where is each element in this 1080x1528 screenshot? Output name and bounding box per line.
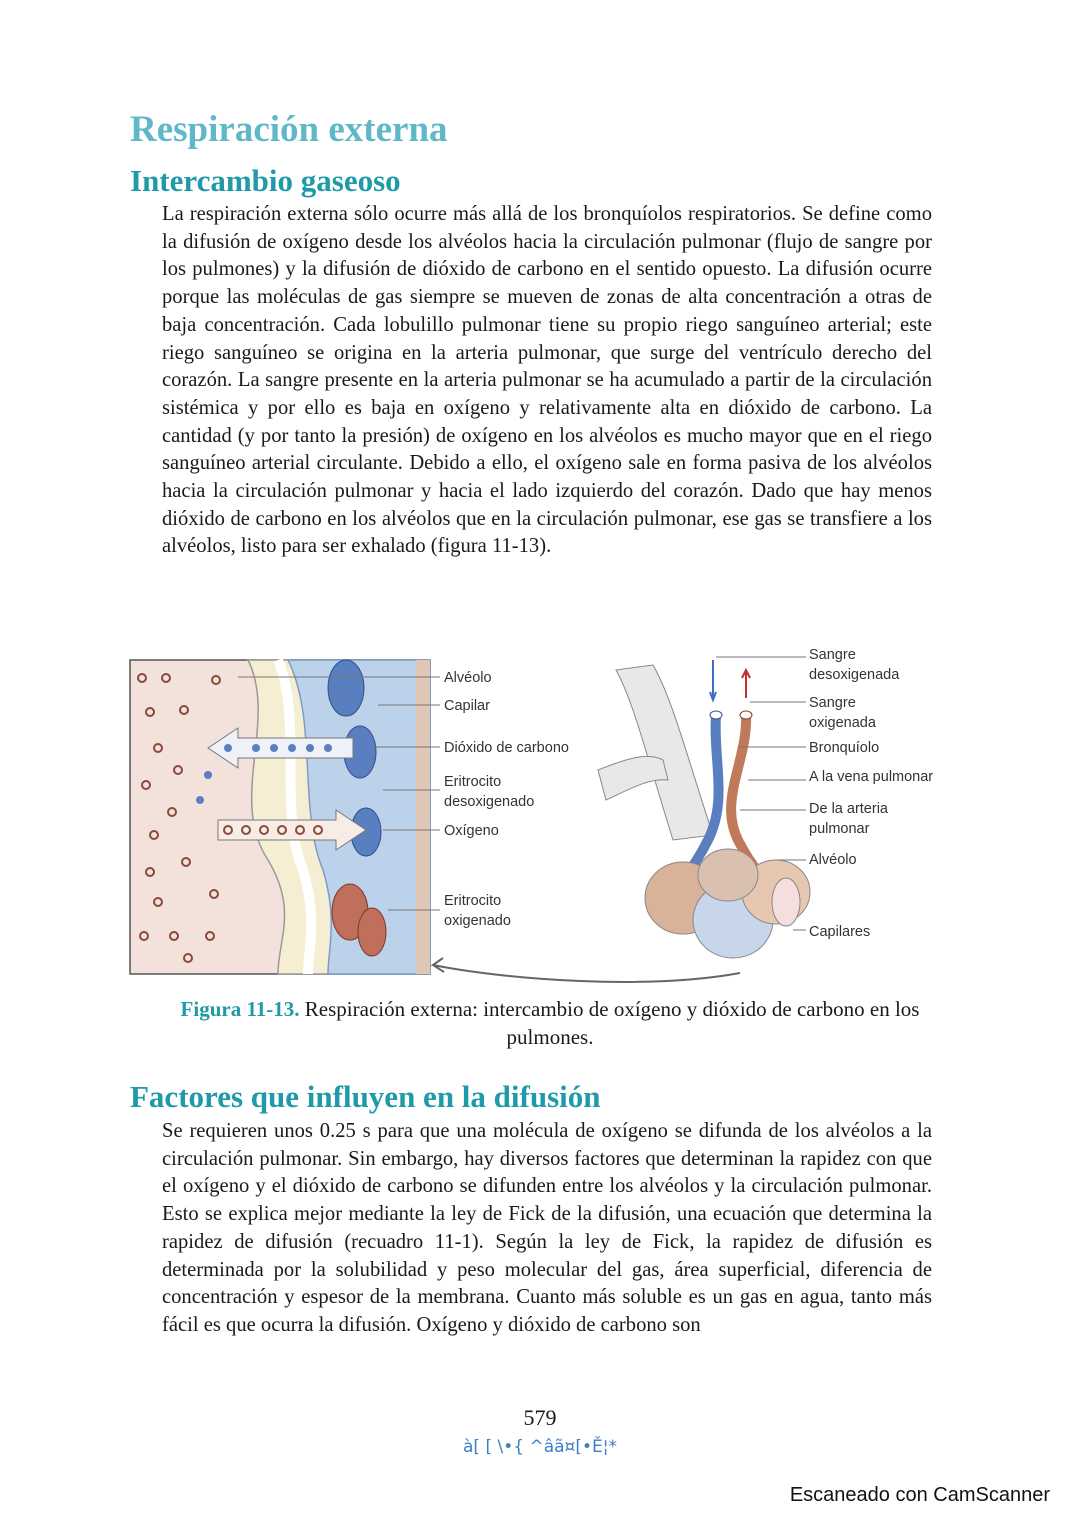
- label-capilares: Capilares: [809, 924, 871, 940]
- label-alveolo: Alvéolo: [444, 670, 492, 686]
- section-heading-factores: Factores que influyen en la difusión: [130, 1079, 601, 1114]
- figure-caption: [150, 995, 950, 1051]
- label-oxigeno: Oxígeno: [444, 823, 499, 839]
- section-heading-intercambio: Intercambio gaseoso: [130, 163, 401, 198]
- figure-11-13: [128, 640, 958, 985]
- label-sangre-desox-1: Sangre: [809, 647, 856, 663]
- label-capilar: Capilar: [444, 698, 490, 714]
- label-arteria-2: pulmonar: [809, 821, 870, 837]
- section-paragraph-intercambio: La respiración externa sólo ocurre más allá de los bronquíolos respiratorios. Se define como la difusión de oxígeno desde los alvéolos hacia la circulación pulmonar (flujo de sangre por los pulmones) y la difusión de dióxido de carbono en el sentido opuesto. La difusión ocurre porque las moléculas de gas siempre se mueven de zonas de alta concentración a otras de baja concentración. Cada lobulillo pulmonar tiene su propio riego sanguíneo arterial; este riego sanguíneo se origina en la arteria pulmonar, que surge del ventrículo derecho del corazón. La sangre presente en la arteria pulmonar se ha acumulado a partir de la circulación sistémica y por ello es baja en oxígeno y relativamente alta en dióxido de carbono. La cantidad (y por tanto la presión) de oxígeno en los alvéolos es mucho mayor que en el riego sanguíneo arterial circulante. Debido a ello, el oxígeno sale en forma pasiva de los alvéolos hacia la circulación pulmonar y hacia el lado izquierdo del corazón. Dado que hay menos dióxido de carbono en los alvéolos que en la circulación pulmonar, ese gas se transfiere a los alvéolos, listo para ser exhalado (figura 11-13).: [162, 203, 932, 558]
- watermark-text: à[ [ \•{ ^âã¤[•Ě¦*: [463, 1437, 617, 1457]
- label-eritrocito-ox-1: Eritrocito: [444, 893, 502, 909]
- label-sangre-ox-2: oxigenada: [809, 715, 876, 731]
- alveolus-capillary-panel: [130, 660, 430, 974]
- scanner-watermark: Escaneado con CamScanner: [789, 1484, 1050, 1506]
- page-number: 579: [523, 1405, 557, 1430]
- label-alveolo-right: Alvéolo: [809, 852, 857, 868]
- label-sangre-desox-2: desoxigenada: [809, 667, 900, 683]
- label-eritrocito-desox-1: Eritrocito: [444, 774, 502, 790]
- label-eritrocito-desox-2: desoxigenado: [444, 794, 535, 810]
- label-vena-pulmonar: A la vena pulmonar: [809, 769, 934, 785]
- label-sangre-ox-1: Sangre: [809, 695, 856, 711]
- label-bronquiolo: Bronquíolo: [809, 740, 880, 756]
- figure-number: Figura 11-13.: [180, 997, 300, 1021]
- figure-illustration: [128, 640, 958, 985]
- page-title: Respiración externa: [130, 109, 448, 150]
- label-dioxido-carbono: Dióxido de carbono: [444, 740, 569, 756]
- figure-caption-text: Respiración externa: intercambio de oxígeno y dióxido de carbono en los pulmones.: [299, 997, 920, 1049]
- label-eritrocito-ox-2: oxigenado: [444, 913, 511, 929]
- label-arteria-1: De la arteria: [809, 801, 888, 817]
- section-paragraph-factores: Se requieren unos 0.25 s para que una molécula de oxígeno se difunda de los alvéolos a la circulación pulmonar. Sin embargo, hay diversos factores que determinan la rapidez con que el oxígeno y el dióxido de carbono se difunden entre los alvéolos y la circulación pulmonar. Esto se explica mejor mediante la ley de Fick de la difusión, una ecuación que determina la rapidez de difusión (recuadro 11-1). Según la ley de Fick, la rapidez de difusión es determinada por la solubilidad y peso molecular del gas, área superficial, diferencia de concentración y espesor de la membrana. Cuanto más soluble es un gas en agua, tanto más fácil es que ocurra la difusión. Oxígeno y dióxido de carbono son: [162, 1120, 932, 1336]
